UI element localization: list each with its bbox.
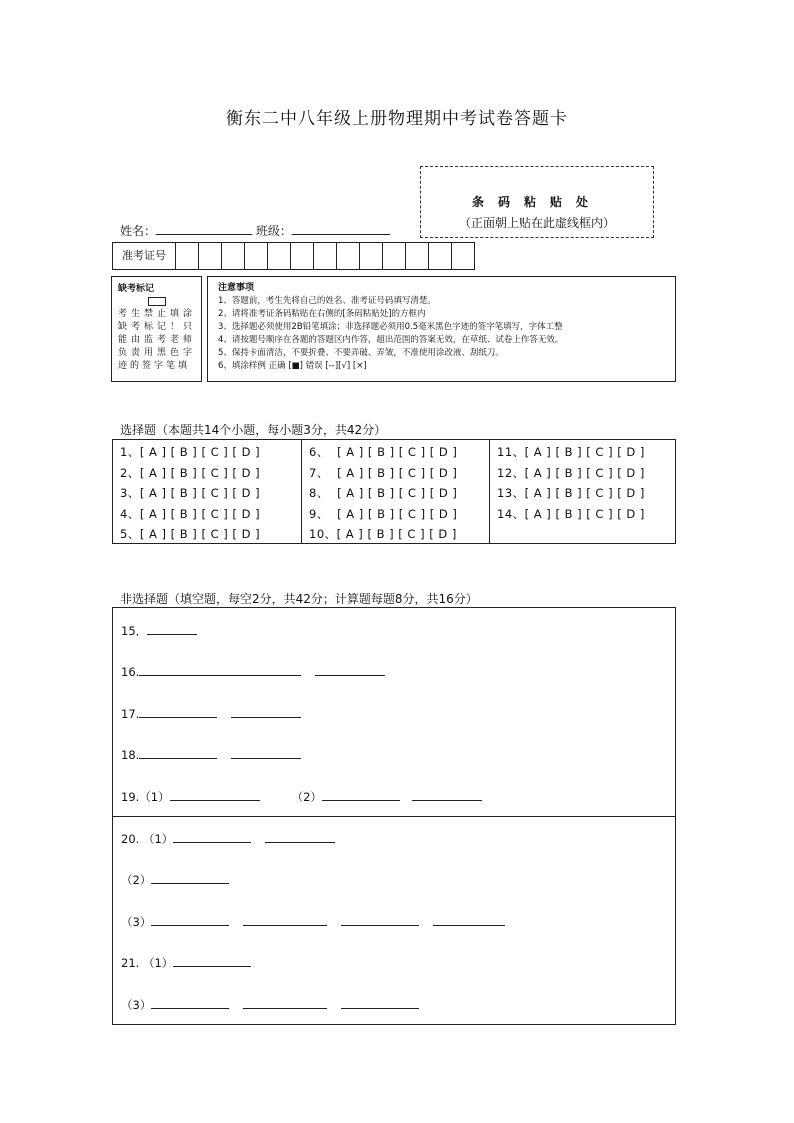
question-20-part-3 [121, 914, 505, 930]
exam-number-cell[interactable] [429, 243, 452, 269]
question-sublabel: （2） [121, 873, 152, 887]
note-item: 5、保持卡面清洁，不要折叠、不要弄破、弄皱，不准使用涂改液、刮纸刀。 [218, 348, 504, 358]
choice-question-row[interactable]: 4、[ A ] [ B ] [ C ] [ D ] [120, 506, 261, 521]
question-21-part-3 [121, 997, 419, 1013]
choice-question-row[interactable]: 14、[ A ] [ B ] [ C ] [ D ] [497, 506, 645, 521]
choice-question-row[interactable]: 6、 [ A ] [ B ] [ C ] [ D ] [309, 445, 458, 459]
answer-blank[interactable] [341, 914, 419, 926]
answer-blank[interactable] [151, 914, 229, 926]
question-15 [121, 623, 197, 639]
question-21 [121, 955, 251, 971]
answer-blank[interactable] [231, 706, 301, 718]
question-17 [121, 706, 301, 721]
choice-question-row[interactable]: 8、 [ A ] [ B ] [ C ] [ D ] [309, 486, 458, 500]
question-label: 19.（1） [121, 790, 170, 804]
answer-blank[interactable] [231, 747, 301, 759]
question-16 [121, 664, 385, 679]
exam-number-cell[interactable] [291, 243, 314, 269]
exam-number-cell[interactable] [245, 243, 268, 269]
answer-blank[interactable] [433, 914, 505, 926]
choice-question-row[interactable]: 11、[ A ] [ B ] [ C ] [ D ] [497, 445, 645, 459]
answer-blank[interactable] [412, 789, 482, 801]
answer-blank[interactable] [341, 997, 419, 1009]
exam-number-cell[interactable] [176, 243, 199, 269]
notes-box [207, 276, 676, 382]
question-18 [121, 747, 301, 762]
notes-heading: 注意事项 [218, 283, 255, 293]
question-label: 18. [121, 748, 140, 762]
barcode-label: 条码粘贴处 [471, 195, 602, 209]
answer-blank[interactable] [151, 997, 229, 1009]
choice-answer-grid [112, 439, 676, 544]
question-label: 16. [121, 665, 140, 679]
exam-number-label: 准考证号 [113, 243, 176, 269]
answer-blank[interactable] [173, 831, 251, 843]
absent-checkbox[interactable] [148, 297, 166, 306]
absent-mark-box [111, 276, 202, 382]
name-field[interactable] [156, 222, 252, 235]
question-label: 21. （1） [121, 956, 174, 970]
answer-blank[interactable] [151, 872, 229, 884]
choice-question-row[interactable]: 13、[ A ] [ B ] [ C ] [ D ] [497, 486, 645, 500]
choice-column [113, 440, 302, 543]
question-sublabel: （2） [291, 790, 322, 804]
note-item: 3、选择题必须使用2B铅笔填涂；非选择题必须用0.5毫米黑色字迹的签字笔填写，字体工整 [218, 322, 563, 332]
choice-question-row[interactable]: 7、 [ A ] [ B ] [ C ] [ D ] [309, 465, 458, 480]
class-label: 班级： [255, 224, 292, 238]
note-item: 1、答题前，考生先将自己的姓名、准考证号码填写清楚。 [218, 296, 436, 306]
question-label: 17. [121, 707, 140, 721]
note-item: 4、请按题号顺序在各题的答题区内作答，超出范围的答案无效，在草纸、试卷上作答无效。 [218, 335, 564, 345]
student-info-row [120, 222, 390, 239]
absent-instruction: 考生禁止填涂缺考标记！只能由监考老师负责用黑色字迹的签字笔填 [118, 309, 195, 371]
page-title: 衡东二中八年级上册物理期中考试卷答题卡 [226, 109, 568, 129]
exam-number-cell[interactable] [268, 243, 291, 269]
question-20-part-2 [121, 872, 229, 888]
question-19 [121, 789, 482, 805]
answer-blank[interactable] [170, 789, 260, 801]
question-sublabel: （3） [121, 915, 152, 929]
barcode-area [420, 166, 654, 238]
exam-number-cell[interactable] [360, 243, 383, 269]
choice-section-title: 选择题（本题共14个小题，每小题3分，共42分） [120, 423, 387, 437]
question-label: 20. （1） [121, 832, 174, 846]
question-label: 15． [121, 624, 148, 638]
exam-number-cell[interactable] [199, 243, 222, 269]
exam-number-cell[interactable] [337, 243, 360, 269]
answer-blank[interactable] [265, 831, 335, 843]
name-label: 姓名： [120, 224, 157, 238]
choice-column [490, 440, 675, 543]
section-divider [113, 816, 675, 817]
choice-column [302, 440, 490, 543]
fill-section-title: 非选择题（填空题，每空2分，共42分；计算题每题8分，共16分） [120, 592, 478, 606]
question-20 [121, 831, 335, 847]
choice-question-row[interactable]: 9、 [ A ] [ B ] [ C ] [ D ] [309, 506, 458, 521]
barcode-instruction: （正面朝上贴在此虚线框内） [458, 216, 615, 230]
choice-question-row[interactable]: 5、[ A ] [ B ] [ C ] [ D ] [120, 527, 261, 541]
answer-blank[interactable] [243, 914, 327, 926]
choice-question-row[interactable]: 10、[ A ] [ B ] [ C ] [ D ] [309, 527, 457, 541]
exam-number-cell[interactable] [452, 243, 474, 269]
exam-number-grid [112, 242, 475, 270]
choice-question-row[interactable]: 12、[ A ] [ B ] [ C ] [ D ] [497, 465, 645, 480]
exam-number-cell[interactable] [406, 243, 429, 269]
answer-blank[interactable] [139, 664, 301, 676]
absent-heading: 缺考标记 [118, 284, 155, 294]
note-item: 6、填涂样例 正确 [■] 错误 [--][√] [×] [218, 361, 367, 371]
answer-blank[interactable] [315, 664, 385, 676]
answer-blank[interactable] [139, 706, 217, 718]
exam-number-cell[interactable] [314, 243, 337, 269]
choice-question-row[interactable]: 3、[ A ] [ B ] [ C ] [ D ] [120, 486, 261, 500]
exam-number-cell[interactable] [383, 243, 406, 269]
choice-question-row[interactable]: 1、[ A ] [ B ] [ C ] [ D ] [120, 445, 261, 459]
class-field[interactable] [292, 222, 390, 235]
question-sublabel: （3） [121, 998, 152, 1012]
answer-blank[interactable] [147, 623, 197, 635]
answer-blank[interactable] [322, 789, 400, 801]
answer-blank[interactable] [243, 997, 327, 1009]
answer-blank[interactable] [173, 955, 251, 967]
fill-answer-area [112, 607, 676, 1025]
choice-question-row[interactable]: 2、[ A ] [ B ] [ C ] [ D ] [120, 465, 261, 480]
note-item: 2、请将准考证条码粘贴在右侧的[条码粘贴处]的方框内 [218, 309, 426, 319]
answer-blank[interactable] [139, 747, 217, 759]
exam-number-cell[interactable] [222, 243, 245, 269]
